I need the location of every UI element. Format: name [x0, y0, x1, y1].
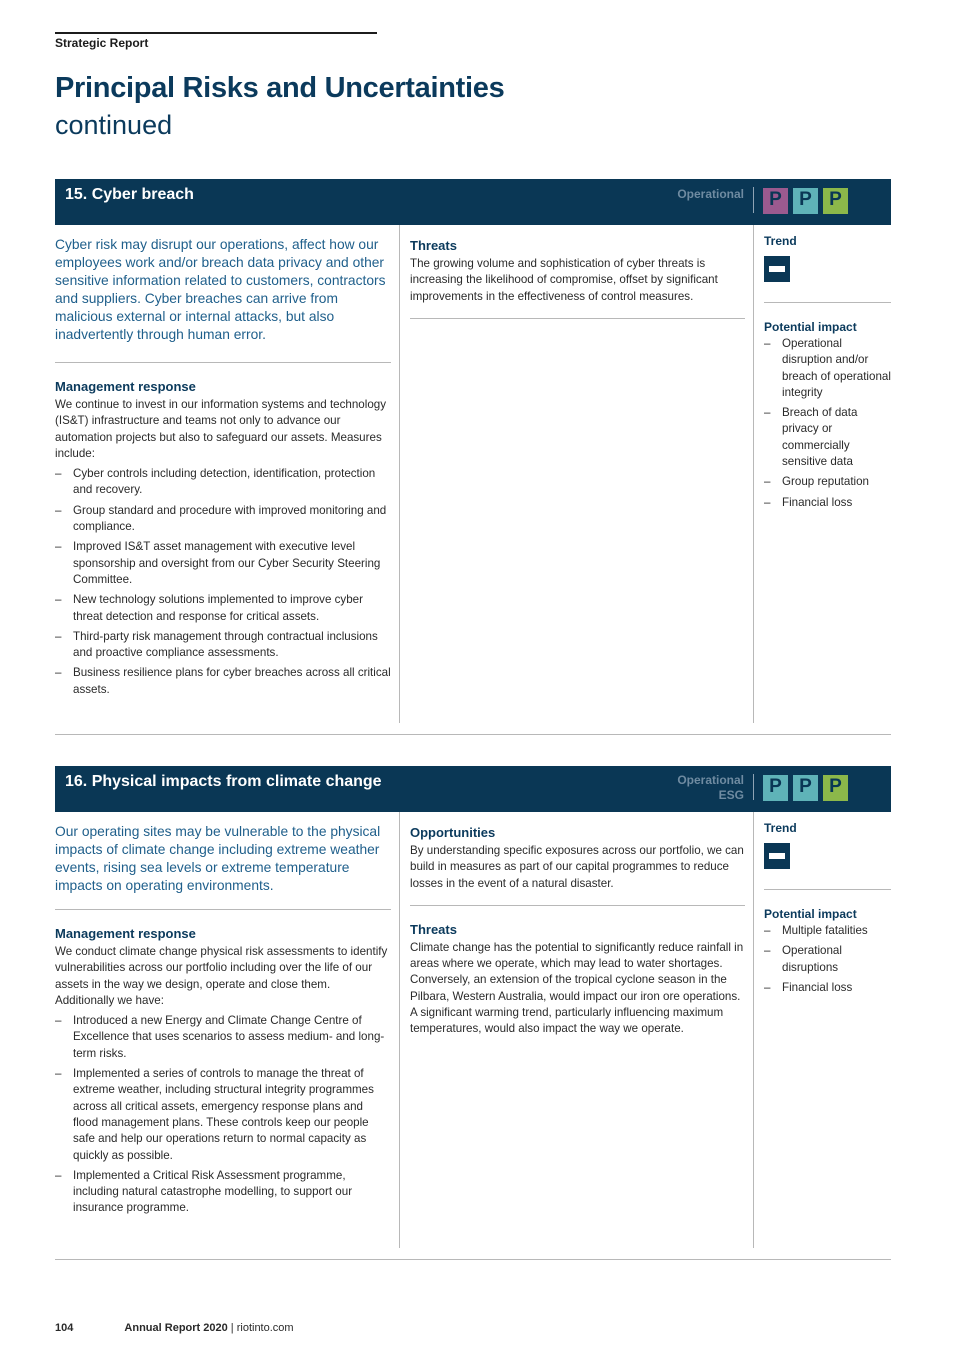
threats-heading: Threats	[410, 921, 457, 937]
risk-physical-climate	[55, 766, 891, 1260]
list-item: – Operational disruptions	[764, 944, 842, 974]
risk-intro: Our operating sites may be vulnerable to the physical impacts of climate change including extreme weather events, rising sea levels or extreme temperature impacts on operating environments.	[55, 824, 381, 893]
list-item: – Implemented a series of controls to manage the threat of extreme weather, including structural integrity programmes across all critical assets, emergency response plans and flood management plans. These controls keep our people safe and help our operations return to normal capacity as quickly as possible.	[55, 1067, 374, 1162]
impact-heading: Potential impact	[764, 320, 857, 334]
risk-category	[677, 773, 744, 803]
badge-p: P	[763, 775, 788, 801]
list-item: – Breach of data privacy or commercially sensitive data	[764, 406, 858, 469]
dash-marker: –	[55, 503, 62, 517]
site-link[interactable]: riotinto.com	[236, 1322, 294, 1334]
badge-p: P	[763, 188, 788, 214]
risk-title: 15. Cyber breach	[65, 186, 194, 203]
risk-category-line: Operational	[677, 187, 744, 201]
list-item: – Group standard and procedure with improved monitoring and compliance.	[55, 503, 387, 534]
list-item: – Business resilience plans for cyber breaches across all critical assets.	[55, 666, 391, 696]
dash-marker: –	[55, 1014, 62, 1028]
list-item: – Financial loss	[764, 980, 891, 996]
trend-label: Trend	[764, 234, 797, 248]
list-item: – Introduced a new Energy and Climate Change Centre of Excellence that uses scenarios to assess medium- and long-term risks.	[55, 1014, 385, 1060]
dash-marker: –	[55, 629, 62, 643]
dash-marker: –	[55, 540, 62, 554]
right-column	[753, 812, 891, 1248]
trend-stable-icon	[764, 843, 790, 869]
section-divider	[55, 1259, 891, 1260]
threats-heading: Threats	[410, 238, 457, 253]
dash-marker: –	[764, 406, 771, 420]
dash-marker: –	[764, 495, 771, 509]
list-item: – Multiple fatalities	[764, 923, 891, 939]
badge-p: P	[823, 775, 848, 801]
list-item: – New technology solutions implemented to improve cyber threat detection and response for critical assets.	[55, 593, 363, 623]
risk-cyber-breach	[55, 179, 891, 735]
impact-list	[764, 336, 891, 511]
divider	[410, 318, 745, 319]
list-item: – Implemented a Critical Risk Assessment programme, including natural catastrophe modelling, to support our insurance programme.	[55, 1168, 353, 1215]
divider	[410, 905, 745, 906]
section-label: Strategic Report	[55, 36, 149, 50]
list-item: – Financial loss	[764, 495, 891, 511]
management-list	[55, 1013, 391, 1217]
impact-heading: Potential impact	[764, 907, 857, 921]
list-item: – Third-party risk management through contractual inclusions and proactive compliance assessments.	[55, 629, 378, 660]
management-heading: Management response	[55, 379, 196, 394]
risk-category	[677, 187, 744, 202]
management-heading: Management response	[55, 926, 196, 941]
dash-marker: –	[55, 593, 62, 607]
badge-p: P	[823, 188, 848, 214]
list-item: – Cyber controls including detection, identification, protection and recovery.	[55, 467, 376, 497]
middle-column	[399, 812, 745, 1248]
badge-p: P	[793, 188, 818, 214]
dash-marker: –	[764, 980, 771, 994]
management-text: We conduct climate change physical risk assessments to identify vulnerabilities across our portfolio including over the life of our assets in the way we design, operate and close them. Additionally we have:	[55, 945, 388, 1007]
impact-list	[764, 923, 891, 996]
list-item: – Group reputation	[764, 474, 891, 490]
opportunities-heading: Opportunities	[410, 825, 496, 840]
page-footer	[55, 1322, 294, 1334]
page-subtitle: continued	[55, 110, 173, 140]
risk-title: 16. Physical impacts from climate change	[65, 773, 382, 790]
top-rule	[55, 32, 377, 34]
divider	[764, 302, 891, 303]
risk-header	[55, 766, 891, 812]
management-text: We continue to invest in our information systems and technology (IS&T) infrastructure and teams not only to advance our automation projects but also to safeguard our assets. Measures include:	[55, 398, 387, 460]
footer-separator: |	[230, 1322, 234, 1334]
opportunities-text: By understanding specific exposures across our portfolio, we can build in measures as part of our capital programmes to reduce losses in the event of a natural disaster.	[410, 844, 744, 890]
middle-column	[399, 225, 745, 723]
left-column	[55, 225, 391, 723]
trend-label: Trend	[764, 821, 797, 835]
threats-text: The growing volume and sophistication of cyber threats is increasing the likelihood of compromise, offset by significant improvements in the effectiveness of control measures.	[410, 257, 718, 303]
left-column	[55, 812, 391, 1248]
dash-marker: –	[55, 1067, 62, 1081]
risk-intro: Cyber risk may disrupt our operations, affect how our employees work and/or breach data privacy and other sensitive information related to customers, contractors and suppliers. Cyber breaches can arrive from malicious external or internal attacks, but also inadvertently through human error.	[55, 237, 386, 342]
divider	[764, 889, 891, 890]
list-item: – Improved IS&T asset management with executive level sponsorship and oversight from our Cyber Security Steering Committee.	[55, 540, 381, 586]
dash-marker: –	[764, 944, 771, 958]
threats-text: Climate change has the potential to significantly reduce rainfall in areas where we operate, which may lead to water shortages. Conversely, an extension of the tropical cyclone season in the Pilbara, Western Australia, would impact our iron ore operations. A significant warming trend, particularly influencing maximum temperatures, would also impact the way we operate.	[410, 940, 744, 1036]
badge-p: P	[793, 775, 818, 801]
trend-stable-icon	[764, 256, 790, 282]
principle-badges	[763, 775, 848, 801]
management-list	[55, 466, 391, 698]
risk-category-line: Operational	[677, 773, 744, 787]
page-number: 104	[55, 1322, 74, 1334]
right-column	[753, 225, 891, 723]
risk-category-line: ESG	[718, 788, 744, 802]
dash-marker: –	[764, 924, 771, 937]
list-item: – Operational disruption and/or breach of operational integrity	[764, 337, 891, 399]
risk-header	[55, 179, 891, 225]
report-name: Annual Report 2020	[124, 1322, 228, 1334]
divider	[55, 362, 391, 363]
divider	[55, 909, 391, 910]
dash-marker: –	[55, 666, 62, 680]
page-title: Principal Risks and Uncertainties	[55, 72, 505, 104]
dash-marker: –	[55, 467, 62, 481]
principle-badges	[763, 188, 848, 214]
header-divider	[753, 187, 754, 213]
section-divider	[55, 734, 891, 735]
dash-marker: –	[55, 1168, 62, 1182]
header-divider	[753, 774, 754, 800]
dash-marker: –	[764, 337, 771, 350]
dash-marker: –	[764, 475, 771, 489]
